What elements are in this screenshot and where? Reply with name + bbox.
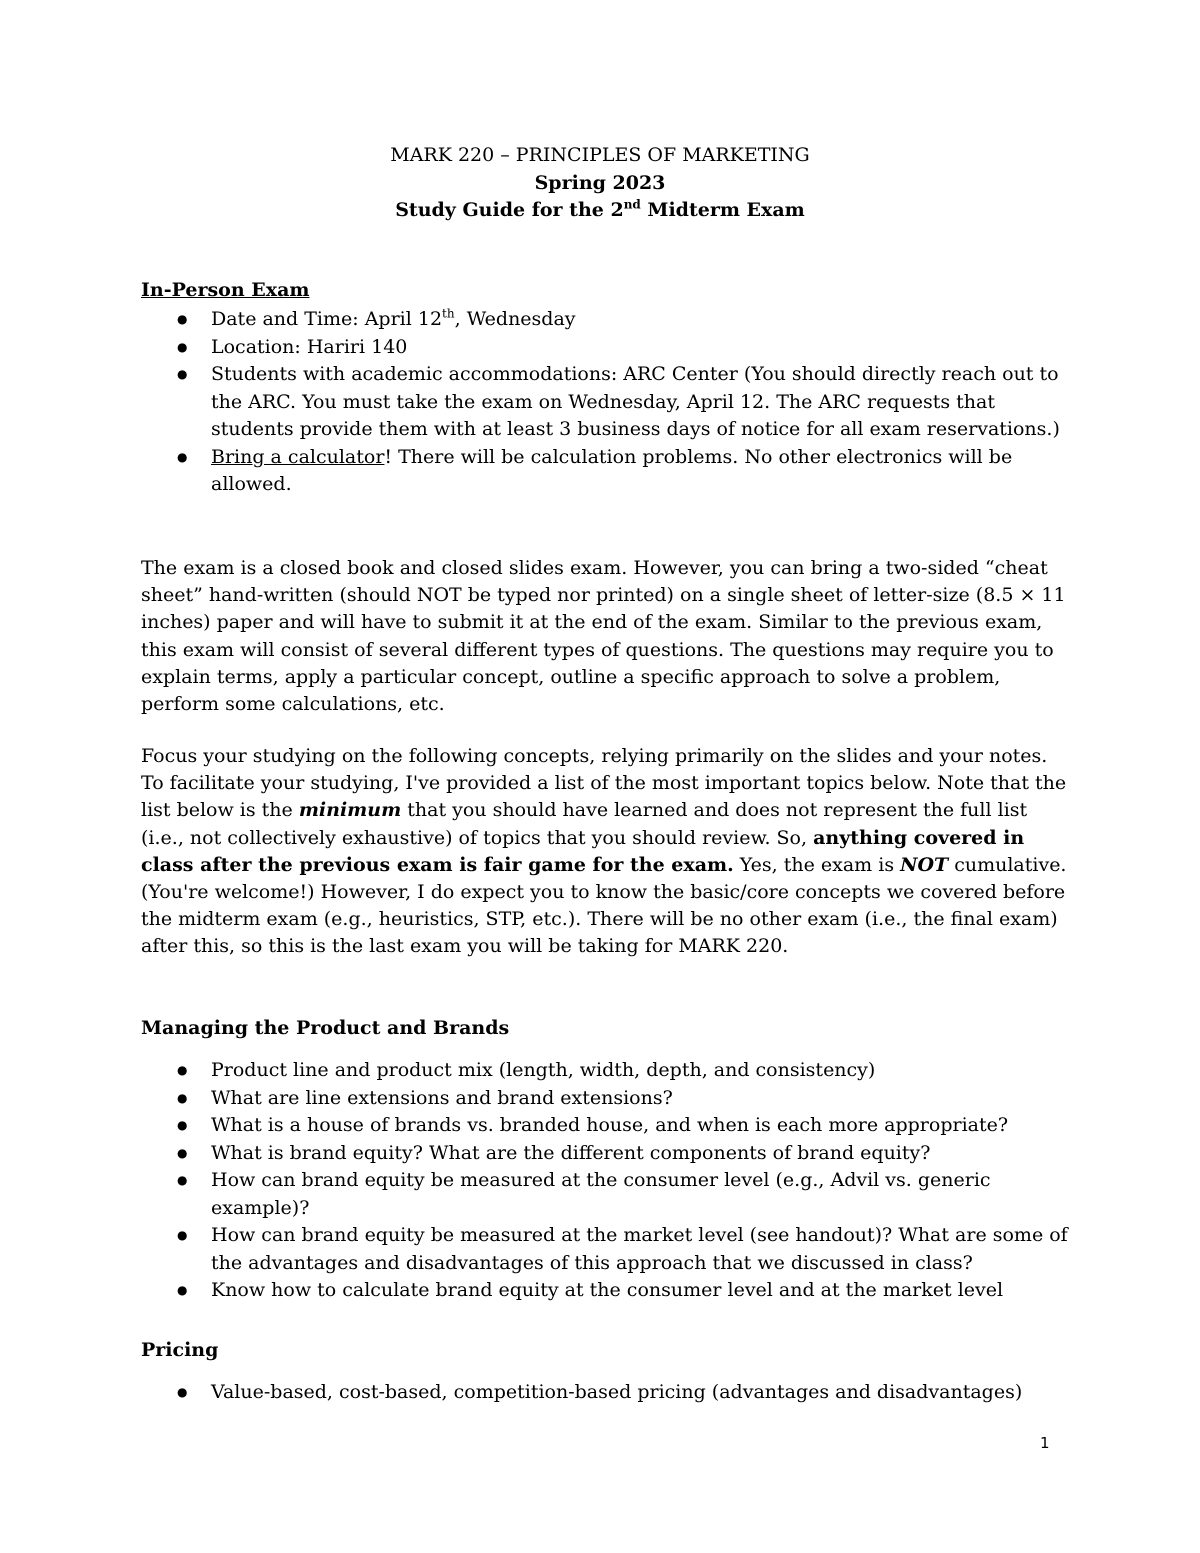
- list-item: ● Product line and product mix (length, width, depth, and consistency): [141, 1057, 1071, 1085]
- list-item: ● What is a house of brands vs. branded house, and when is each more appropriate?: [141, 1112, 1071, 1140]
- list-item: ● Value-based, cost-based, competition-based pricing (advantages and disadvantages): [141, 1379, 1071, 1407]
- list-item: ● Students with academic accommodations: ARC Center (You should directly reach out to the ARC. You must take the exam on Wednesday, April 12. The ARC requests that students provide them with at least 3 business days of notice for all exam reservations.): [141, 361, 1071, 444]
- in-person-heading: In-Person Exam: [141, 279, 310, 301]
- guide-title-post: Midterm Exam: [640, 199, 805, 221]
- in-person-list: [141, 306, 1071, 499]
- date-pre: Date and Time: April 12: [211, 308, 443, 330]
- list-item: ● How can brand equity be measured at the consumer level (e.g., Advil vs. generic example)?: [141, 1167, 1071, 1222]
- course-title: MARK 220 – PRINCIPLES OF MARKETING: [390, 144, 810, 166]
- focus-p2: that you should have learned and does not represent the full list (i.e., not collectively exhaustive) of topics that you should review. So,: [141, 799, 1028, 849]
- focus-bold: anything covered in class after the previous exam is fair game for the exam.: [141, 826, 1025, 876]
- guide-title-sup: nd: [623, 197, 641, 212]
- product-list: [141, 1057, 1071, 1305]
- focus-p4: cumulative. (You're welcome!) However, I do expect you to know the basic/core concepts we covered before the midterm exam (e.g., heuristics, STP, etc.). There will be no other exam (i.e., the final exam) after this, so this is the last exam you will be taking for MARK 220.: [141, 853, 1067, 958]
- guide-title: [0, 197, 1200, 225]
- calculator-rest: ! There will be calculation problems. No other electronics will be allowed.: [211, 445, 1013, 495]
- focus-p3: Yes, the exam is: [733, 853, 901, 876]
- list-item: [141, 306, 1071, 334]
- focus-not: NOT: [900, 853, 949, 876]
- calculator-text: Bring a calculator: [211, 445, 385, 468]
- term: Spring 2023: [534, 171, 666, 194]
- document-header: [0, 142, 1200, 225]
- focus-minimum: minimum: [298, 799, 402, 822]
- list-item: [141, 444, 1071, 499]
- page-number: 1: [1040, 1434, 1050, 1452]
- focus-paragraph: [141, 743, 1071, 961]
- product-heading: Managing the Product and Brands: [141, 1017, 510, 1039]
- list-item: ● How can brand equity be measured at the market level (see handout)? What are some of the advantages and disadvantages of this approach that we discussed in class?: [141, 1222, 1071, 1277]
- guide-title-pre: Study Guide for the 2: [395, 199, 624, 221]
- pricing-heading: Pricing: [141, 1339, 219, 1361]
- focus-p1: Focus your studying on the following concepts, relying primarily on the slides and your notes. To facilitate your studying, I've provided a list of the most important topics below. Note that the list below is the: [141, 745, 1067, 822]
- date-sup: th: [442, 306, 455, 321]
- exam-format-paragraph: The exam is a closed book and closed slides exam. However, you can bring a two-sided “cheat sheet” hand-written (should NOT be typed nor printed) on a single sheet of letter-size (8.5 × 11 inches) paper and will have to submit it at the end of the exam. Similar to the previous exam, this exam will consist of several different types of questions. The questions may require you to explain terms, apply a particular concept, outline a specific approach to solve a problem, perform some calculations, etc.: [141, 557, 1066, 716]
- pricing-list: [141, 1379, 1071, 1407]
- list-item: ● Location: Hariri 140: [141, 334, 1071, 362]
- list-item: ● What are line extensions and brand extensions?: [141, 1085, 1071, 1113]
- list-item: ● Know how to calculate brand equity at the consumer level and at the market level: [141, 1277, 1071, 1305]
- list-item: ● What is brand equity? What are the different components of brand equity?: [141, 1140, 1071, 1168]
- date-post: , Wednesday: [454, 308, 576, 330]
